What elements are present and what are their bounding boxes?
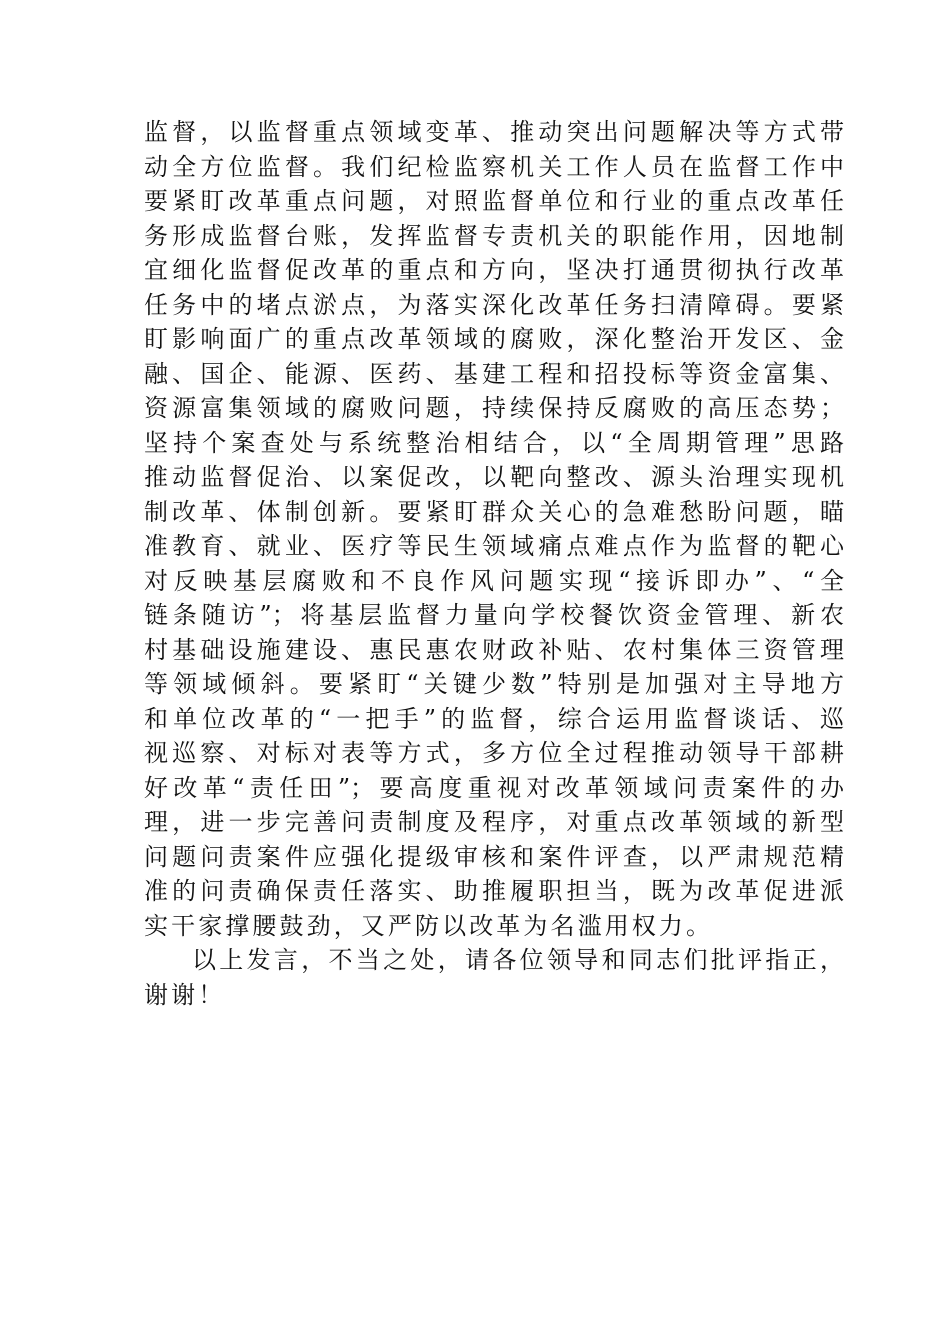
paragraph-1-line: 坚持个案查处与系统整治相结合，以“全周期管理”思路 — [144, 428, 844, 457]
paragraph-1-line: 和单位改革的“一把手”的监督，综合运用监督谈话、巡 — [144, 704, 844, 733]
paragraph-1-line: 村基础设施建设、惠民惠农财政补贴、农村集体三资管理 — [144, 635, 844, 664]
paragraph-1-line: 理，进一步完善问责制度及程序，对重点改革领域的新型 — [144, 808, 844, 836]
paragraph-1-line: 准的问责确保责任落实、助推履职担当，既为改革促进派 — [144, 877, 844, 905]
document-body — [144, 115, 844, 1012]
paragraph-1-line: 动全方位监督。我们纪检监察机关工作人员在监督工作中 — [144, 152, 844, 181]
paragraph-1-line: 监督，以监督重点领域变革、推动突出问题解决等方式带 — [144, 118, 844, 146]
paragraph-1-line: 务形成监督台账，发挥监督专责机关的职能作用，因地制 — [144, 221, 844, 250]
paragraph-1-line: 准教育、就业、医疗等民生领域痛点难点作为监督的靶心 — [144, 532, 844, 560]
paragraph-1-line: 盯影响面广的重点改革领域的腐败，深化整治开发区、金 — [144, 325, 844, 353]
paragraph-1-line: 链条随访”；将基层监督力量向学校餐饮资金管理、新农 — [144, 601, 844, 629]
paragraph-1-line: 制改革、体制创新。要紧盯群众关心的急难愁盼问题，瞄 — [144, 497, 844, 526]
paragraph-2-last-line: 谢谢！ — [144, 980, 226, 1009]
paragraph-1-line: 宜细化监督促改革的重点和方向，坚决打通贯彻执行改革 — [144, 256, 844, 284]
paragraph-2-line: 以上发言，不当之处，请各位领导和同志们批评指正， — [192, 946, 844, 974]
paragraph-1-line: 等领域倾斜。要紧盯“关键少数”特别是加强对主导地方 — [144, 670, 844, 698]
paragraph-1-line: 推动监督促治、以案促改，以靶向整改、源头治理实现机 — [144, 463, 844, 491]
paragraph-1-line: 好改革“责任田”；要高度重视对改革领域问责案件的办 — [144, 773, 844, 802]
paragraph-1-line: 融、国企、能源、医药、基建工程和招投标等资金富集、 — [144, 359, 844, 388]
paragraph-1-line: 视巡察、对标对表等方式，多方位全过程推动领导干部耕 — [144, 739, 844, 767]
paragraph-1-last-line: 实干家撑腰鼓劲，又严防以改革为名滥用权力。 — [144, 911, 714, 940]
paragraph-1-line: 对反映基层腐败和不良作风问题实现“接诉即办”、“全 — [144, 566, 844, 595]
paragraph-1-line: 问题问责案件应强化提级审核和案件评查，以严肃规范精 — [144, 842, 844, 871]
paragraph-1-line: 要紧盯改革重点问题，对照监督单位和行业的重点改革任 — [144, 187, 844, 215]
paragraph-1-line: 资源富集领域的腐败问题，持续保持反腐败的高压态势； — [144, 394, 844, 422]
paragraph-1-line: 任务中的堵点淤点，为落实深化改革任务扫清障碍。要紧 — [144, 290, 844, 319]
